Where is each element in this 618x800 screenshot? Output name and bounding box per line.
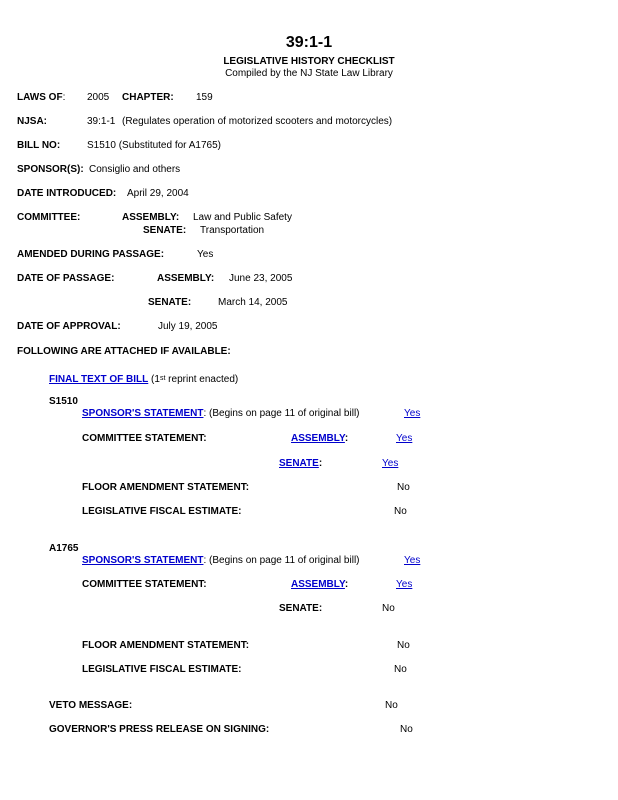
- sponsors-label: SPONSOR(S):: [17, 164, 84, 175]
- date-of-passage-label: DATE OF PASSAGE:: [17, 273, 115, 284]
- a1765-fiscal-label: LEGISLATIVE FISCAL ESTIMATE:: [82, 664, 242, 675]
- chapter-label: CHAPTER:: [122, 92, 174, 103]
- committee-assembly-label: ASSEMBLY:: [122, 212, 180, 223]
- laws-of-year: 2005: [87, 92, 110, 103]
- njsa-description: (Regulates operation of motorized scooters and motorcycles): [122, 116, 393, 127]
- s1510-assembly-yes-link[interactable]: Yes: [396, 433, 413, 444]
- s1510-senate-link[interactable]: SENATE: [279, 458, 319, 469]
- a1765-heading: A1765: [49, 543, 79, 554]
- s1510-heading: S1510: [49, 396, 78, 407]
- committee-senate-value: Transportation: [200, 225, 265, 236]
- s1510-assembly-colon: :: [344, 433, 349, 444]
- page-title: 39:1-1: [285, 34, 333, 51]
- bill-no-value: S1510 (Substituted for A1765): [87, 140, 221, 151]
- final-text-link[interactable]: FINAL TEXT OF BILL: [49, 374, 149, 385]
- date-introduced-label: DATE INTRODUCED:: [17, 188, 117, 199]
- a1765-assembly-link[interactable]: ASSEMBLY: [291, 579, 345, 590]
- final-text-row: [49, 374, 238, 386]
- veto-value: No: [385, 700, 398, 711]
- s1510-sponsor-yes-link[interactable]: Yes: [404, 408, 421, 419]
- a1765-committee-label: COMMITTEE STATEMENT:: [82, 579, 207, 590]
- passage-assembly-value: June 23, 2005: [229, 273, 293, 284]
- s1510-fiscal-label: LEGISLATIVE FISCAL ESTIMATE:: [82, 506, 242, 517]
- s1510-floor-label: FLOOR AMENDMENT STATEMENT:: [82, 482, 250, 493]
- a1765-committee-assembly: [291, 579, 348, 591]
- press-release-value: No: [400, 724, 413, 735]
- laws-of-colon: :: [62, 92, 66, 103]
- date-introduced-value: April 29, 2004: [127, 188, 189, 199]
- a1765-assembly-colon: :: [344, 579, 349, 590]
- a1765-sponsor-note: : (Begins on page 11 of original bill): [203, 555, 360, 566]
- a1765-floor-value: No: [397, 640, 410, 651]
- a1765-senate-value: No: [382, 603, 395, 614]
- passage-senate-label: SENATE:: [148, 297, 192, 308]
- s1510-senate-colon: :: [318, 458, 323, 469]
- a1765-sponsor-statement-link[interactable]: SPONSOR'S STATEMENT: [82, 555, 204, 566]
- attached-heading: FOLLOWING ARE ATTACHED IF AVAILABLE:: [17, 346, 231, 357]
- s1510-sponsor-statement-link[interactable]: SPONSOR'S STATEMENT: [82, 408, 204, 419]
- final-text-note-rest: reprint enacted): [165, 374, 239, 385]
- amended-label: AMENDED DURING PASSAGE:: [17, 249, 165, 260]
- chapter-value: 159: [196, 92, 213, 103]
- press-release-label: GOVERNOR'S PRESS RELEASE ON SIGNING:: [49, 724, 270, 735]
- passage-senate-value: March 14, 2005: [218, 297, 288, 308]
- s1510-committee-label: COMMITTEE STATEMENT:: [82, 433, 207, 444]
- final-text-note-sup: st: [159, 375, 166, 382]
- s1510-sponsor-row: [82, 408, 360, 420]
- njsa-label: NJSA:: [17, 116, 48, 127]
- a1765-sponsor-yes-link[interactable]: Yes: [404, 555, 421, 566]
- document-subtitle: LEGISLATIVE HISTORY CHECKLIST: [223, 56, 395, 67]
- s1510-fiscal-value: No: [394, 506, 407, 517]
- s1510-sponsor-note: : (Begins on page 11 of original bill): [203, 408, 360, 419]
- laws-of-row: [17, 92, 65, 104]
- sponsors-value: Consiglio and others: [89, 164, 181, 175]
- compiled-by: Compiled by the NJ State Law Library: [225, 68, 393, 79]
- s1510-committee-assembly: [291, 433, 348, 445]
- final-text-note-open: (1: [151, 374, 160, 385]
- committee-assembly-value: Law and Public Safety: [193, 212, 292, 223]
- committee-label: COMMITTEE:: [17, 212, 81, 223]
- s1510-assembly-link[interactable]: ASSEMBLY: [291, 433, 345, 444]
- a1765-fiscal-value: No: [394, 664, 407, 675]
- veto-label: VETO MESSAGE:: [49, 700, 133, 711]
- a1765-assembly-yes-link[interactable]: Yes: [396, 579, 413, 590]
- s1510-committee-senate: [279, 458, 322, 470]
- a1765-senate-label: SENATE:: [279, 603, 323, 614]
- date-of-approval-value: July 19, 2005: [158, 321, 218, 332]
- amended-value: Yes: [197, 249, 214, 260]
- njsa-value: 39:1-1: [87, 116, 116, 127]
- passage-assembly-label: ASSEMBLY:: [157, 273, 215, 284]
- committee-senate-label: SENATE:: [143, 225, 187, 236]
- date-of-approval-label: DATE OF APPROVAL:: [17, 321, 121, 332]
- a1765-floor-label: FLOOR AMENDMENT STATEMENT:: [82, 640, 250, 651]
- s1510-floor-value: No: [397, 482, 410, 493]
- bill-no-label: BILL NO:: [17, 140, 61, 151]
- s1510-senate-yes-link[interactable]: Yes: [382, 458, 399, 469]
- laws-of-label: LAWS OF: [17, 92, 63, 103]
- a1765-sponsor-row: [82, 555, 360, 567]
